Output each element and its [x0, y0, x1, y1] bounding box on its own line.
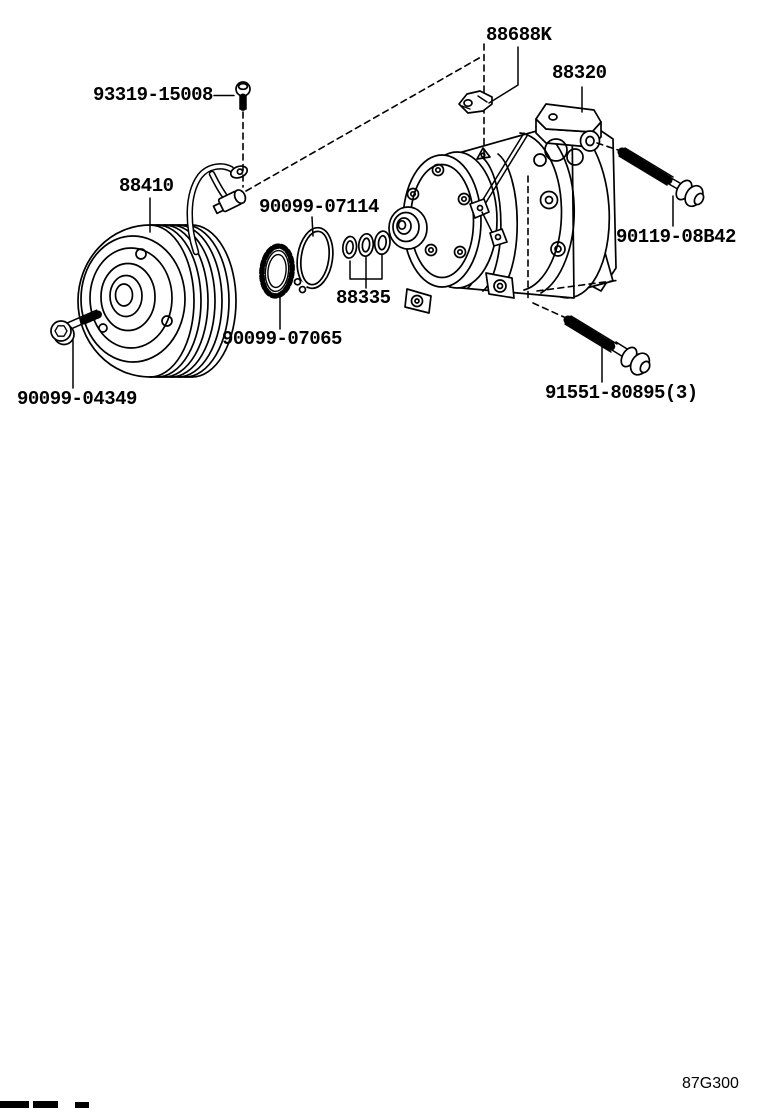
part-label-90099-07065: 90099-07065 — [222, 328, 342, 350]
clamp-bracket-drawing — [459, 91, 492, 113]
clutch-lead-wire-drawing — [190, 164, 249, 252]
bolt-rear-drawing — [619, 148, 707, 210]
part-label-93319-15008: 93319-15008 — [93, 84, 213, 106]
part-label-90099-04349: 90099-04349 — [17, 388, 137, 410]
part-label-88410: 88410 — [119, 175, 174, 197]
compressor-drawing — [389, 104, 616, 313]
part-label-90119-08B42: 90119-08B42 — [616, 226, 736, 248]
part-label-88335: 88335 — [336, 287, 391, 309]
pulley-drawing — [78, 225, 236, 377]
part-label-88320: 88320 — [552, 62, 607, 84]
connector-drawing — [212, 188, 248, 215]
o-ring-set-drawing — [342, 227, 391, 288]
clipped-print-artifact — [0, 1101, 89, 1108]
screw-drawing — [236, 82, 250, 109]
part-label-90099-07114: 90099-07114 — [259, 196, 379, 218]
part-label-88688K: 88688K — [486, 24, 552, 46]
part-label-91551-80895: 91551-80895(3) — [545, 382, 698, 404]
figure-code: 87G300 — [682, 1075, 739, 1092]
bolt-mount-drawing — [565, 316, 653, 378]
